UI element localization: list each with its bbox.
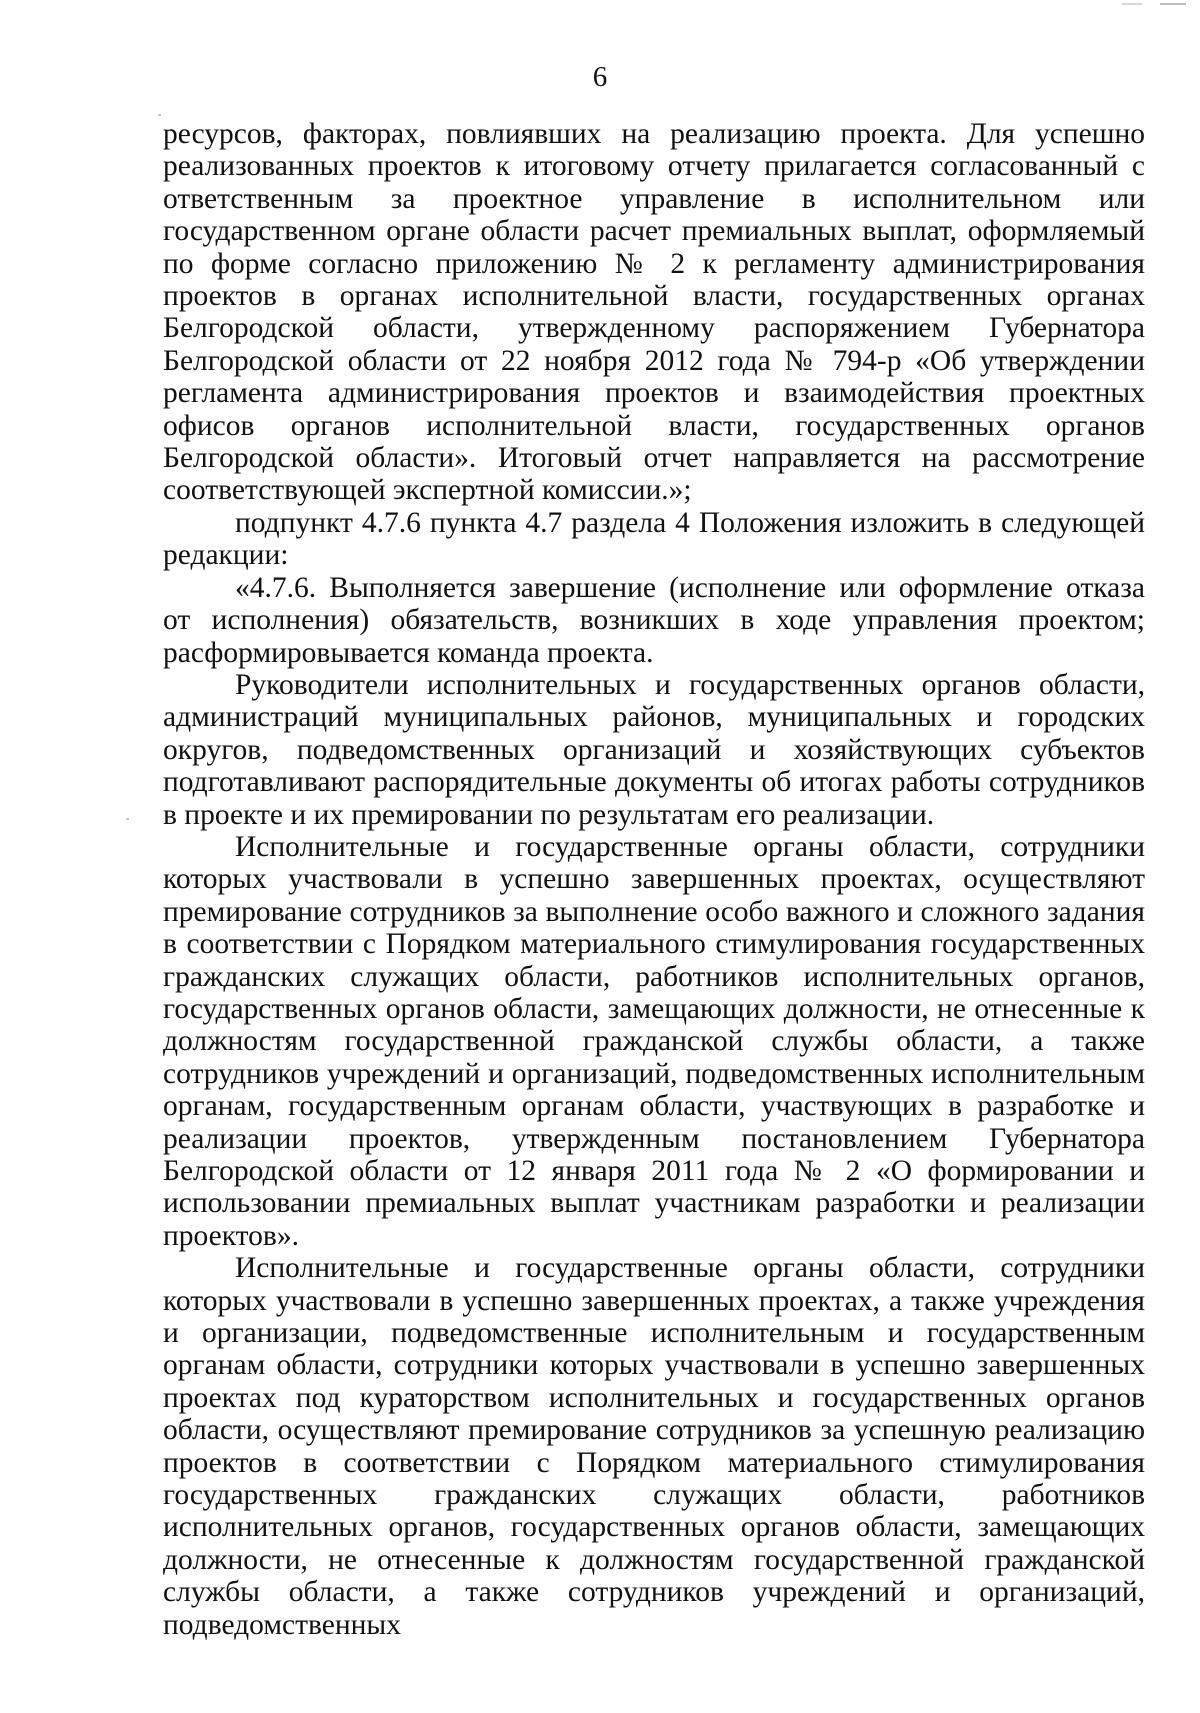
paragraph: «4.7.6. Выполняется завершение (исполнение или оформление отказа от исполнения) обязательств, возникших в ходе управления проектом; расформировывается команда проекта.	[163, 571, 1145, 669]
scan-speck	[126, 818, 129, 820]
scan-speck	[158, 114, 161, 116]
paragraph-continued: ресурсов, факторах, повлиявших на реализацию проекта. Для успешно реализованных проектов к итоговому отчету прилагается согласованный с ответственным за проектное управление в исполнительном или государственном органе области расчет премиальных выплат, оформляемый по форме согласно приложению № 2 к регламенту администрирования проектов в органах исполнительной власти, государственных органах Белгородской области, утвержденному распоряжением Губернатора Белгородской области от 22 ноября 2012 года № 794-р «Об утверждении регламента администрирования проектов и взаимодействия проектных офисов органов исполнительной власти, государственных органов Белгородской области». Итоговый отчет направляется на рассмотрение соответствующей экспертной комиссии.»;	[163, 118, 1145, 507]
page-number: 6	[592, 61, 608, 93]
paragraph: Исполнительные и государственные органы области, сотрудники которых участвовали в успешно завершенных проектах, а также учреждения и организации, подведомственные исполнительным и государственным органам области, сотрудники которых участвовали в успешно завершенных проектах под кураторством исполнительных и государственных органов области, осуществляют премирование сотрудников за успешную реализацию проектов в соответствии с Порядком материального стимулирования государственных гражданских служащих области, работников исполнительных органов, государственных органов области, замещающих должности, не отнесенные к должностям государственной гражданской службы области, а также сотрудников учреждений и организаций, подведомственных	[163, 1252, 1145, 1641]
paragraph: Исполнительные и государственные органы области, сотрудники которых участвовали в успешно завершенных проектах, осуществляют премирование сотрудников за выполнение особо важного и сложного задания в соответствии с Порядком материального стимулирования государственных гражданских служащих области, работников исполнительных органов, государственных органов области, замещающих должности, не отнесенные к должностям государственной гражданской службы области, а также сотрудников учреждений и организаций, подведомственных исполнительным органам, государственным органам области, участвующих в разработке и реализации проектов, утвержденным постановлением Губернатора Белгородской области от 12 января 2011 года № 2 «О формировании и использовании премиальных выплат участникам разработки и реализации проектов».	[163, 830, 1145, 1252]
paragraph: подпункт 4.7.6 пункта 4.7 раздела 4 Положения изложить в следующей редакции:	[163, 506, 1145, 572]
scan-edge-mark	[1160, 3, 1186, 5]
scan-edge-mark	[1122, 3, 1142, 5]
paragraph: Руководители исполнительных и государственных органов области, администраций муниципальных районов, муниципальных и городских округов, подведомственных организаций и хозяйствующих субъектов подготавливают распорядительные документы об итогах работы сотрудников в проекте и их премировании по результатам его реализации.	[163, 668, 1145, 831]
document-body	[163, 118, 1145, 1641]
